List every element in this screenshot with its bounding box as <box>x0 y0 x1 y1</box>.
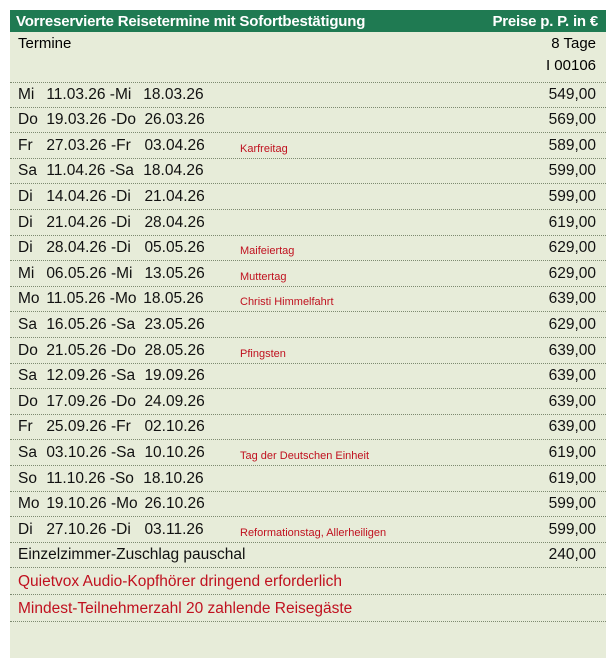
date-start: 28.04.26 - <box>46 239 117 257</box>
weekday-end: Do <box>116 111 136 129</box>
price: 639,00 <box>548 418 596 436</box>
price: 629,00 <box>548 239 596 257</box>
date-start: 11.03.26 - <box>46 85 115 103</box>
date-end: 24.09.26 <box>144 392 205 410</box>
date-range <box>18 495 205 513</box>
table-row <box>10 517 606 543</box>
holiday-note: Tag der Deutschen Einheit <box>240 449 370 462</box>
price: 549,00 <box>548 85 596 103</box>
weekday-end: Mo <box>116 495 138 513</box>
price: 599,00 <box>548 495 596 513</box>
table-row <box>10 184 606 210</box>
weekday-end: Di <box>116 213 131 231</box>
weekday-start: Fr <box>18 136 33 154</box>
price: 639,00 <box>548 290 596 308</box>
date-end: 26.10.26 <box>144 495 205 513</box>
price: 569,00 <box>548 111 596 129</box>
weekday-end: So <box>114 469 134 487</box>
price: 589,00 <box>548 136 596 154</box>
date-end: 21.04.26 <box>144 187 205 205</box>
weekday-end: Sa <box>116 443 136 461</box>
date-start: 03.10.26 - <box>46 443 117 461</box>
date-end: 05.05.26 <box>144 239 205 257</box>
weekday-end: Di <box>116 239 131 257</box>
date-start: 19.10.26 - <box>46 495 117 513</box>
date-start: 27.03.26 - <box>46 136 117 154</box>
weekday-start: Di <box>18 213 33 231</box>
date-start: 14.04.26 - <box>46 187 117 205</box>
date-end: 03.11.26 <box>144 520 204 538</box>
info-note-row <box>10 568 606 595</box>
table-row <box>10 415 606 441</box>
date-end: 13.05.26 <box>144 264 205 282</box>
table-row <box>10 312 606 338</box>
holiday-note: Karfreitag <box>240 142 288 155</box>
weekday-start: Di <box>18 187 33 205</box>
date-range <box>18 393 205 411</box>
table-row <box>10 159 606 185</box>
price: 639,00 <box>548 341 596 359</box>
date-end: 18.05.26 <box>143 290 204 308</box>
date-range <box>18 86 204 104</box>
column-header <box>10 32 606 83</box>
table-row <box>10 133 606 159</box>
date-end: 02.10.26 <box>144 418 205 436</box>
holiday-note: Reformationstag, Allerheiligen <box>240 526 387 539</box>
date-start: 25.09.26 - <box>46 418 117 436</box>
weekday-start: Mo <box>18 290 40 308</box>
holiday-note: Muttertag <box>240 270 287 283</box>
tour-code: I 00106 <box>545 57 596 74</box>
price: 619,00 <box>548 213 596 231</box>
price: 599,00 <box>548 162 596 180</box>
date-range <box>18 239 205 257</box>
holiday-note: Maifeiertag <box>240 245 295 258</box>
info-note: Mindest-Teilnehmerzahl 20 zahlende Reisegäste <box>18 599 353 617</box>
weekday-start: Fr <box>18 418 33 436</box>
table-row <box>10 466 606 492</box>
date-end: 23.05.26 <box>144 315 205 333</box>
table-row <box>10 364 606 390</box>
weekday-start: Mi <box>18 264 35 282</box>
info-note-row <box>10 595 606 622</box>
date-start: 21.04.26 - <box>46 213 117 231</box>
date-range <box>18 290 204 308</box>
date-end: 19.09.26 <box>144 367 205 385</box>
single-room-label: Einzelzimmer-Zuschlag pauschal <box>18 546 246 564</box>
weekday-end: Do <box>116 392 136 410</box>
date-end: 10.10.26 <box>144 443 205 461</box>
date-range <box>18 162 204 180</box>
date-range <box>18 265 205 283</box>
table-title: Vorreservierte Reisetermine mit Sofortbestätigung <box>16 12 366 30</box>
date-start: 27.10.26 - <box>46 520 117 538</box>
weekday-start: Sa <box>18 315 37 333</box>
weekday-start: Do <box>18 392 38 410</box>
weekday-start: Do <box>18 111 38 129</box>
date-range <box>18 111 205 129</box>
weekday-start: Sa <box>18 367 37 385</box>
table-row <box>10 236 606 262</box>
weekday-end: Mo <box>114 290 137 308</box>
price: 629,00 <box>548 315 596 333</box>
weekday-start: Sa <box>18 443 37 461</box>
date-range <box>18 316 205 334</box>
weekday-end: Do <box>116 341 136 359</box>
weekday-end: Mi <box>114 85 132 103</box>
date-end: 18.04.26 <box>143 162 204 180</box>
date-start: 11.04.26 - <box>46 162 115 180</box>
weekday-start: Mo <box>18 495 40 513</box>
holiday-note: Christi Himmelfahrt <box>240 296 334 309</box>
table-row <box>10 108 606 134</box>
weekday-start: Mi <box>18 85 35 103</box>
weekday-start: So <box>18 469 37 487</box>
single-room-price: 240,00 <box>548 546 596 564</box>
date-end: 03.04.26 <box>144 136 205 154</box>
date-range <box>18 367 205 385</box>
table-row <box>10 82 606 108</box>
price: 629,00 <box>548 264 596 282</box>
date-end: 28.04.26 <box>144 213 205 231</box>
table-row <box>10 492 606 518</box>
date-start: 11.05.26 - <box>46 290 115 308</box>
table-row <box>10 210 606 236</box>
weekday-end: Sa <box>114 162 134 180</box>
weekday-start: Sa <box>18 162 37 180</box>
price: 599,00 <box>548 520 596 538</box>
price: 639,00 <box>548 367 596 385</box>
date-start: 16.05.26 - <box>46 315 117 333</box>
info-note: Quietvox Audio-Kopfhörer dringend erforderlich <box>18 572 342 590</box>
table-row <box>10 287 606 313</box>
date-range <box>18 214 205 232</box>
price: 619,00 <box>548 469 596 487</box>
weekday-end: Fr <box>116 418 131 436</box>
weekday-start: Do <box>18 341 38 359</box>
date-range <box>18 521 204 539</box>
date-range <box>18 342 205 360</box>
weekday-start: Di <box>18 520 33 538</box>
table-row <box>10 338 606 364</box>
date-range <box>18 188 205 206</box>
date-start: 06.05.26 - <box>46 264 117 282</box>
price: 619,00 <box>548 443 596 461</box>
price-label: Preise p. P. in € <box>492 12 598 30</box>
date-end: 18.03.26 <box>143 85 204 103</box>
price: 639,00 <box>548 392 596 410</box>
termine-label: Termine <box>18 35 72 52</box>
date-start: 11.10.26 - <box>46 469 115 487</box>
weekday-end: Fr <box>116 136 131 154</box>
holiday-note: Pfingsten <box>240 347 286 360</box>
single-room-row <box>10 543 606 569</box>
date-start: 12.09.26 - <box>46 367 117 385</box>
price: 599,00 <box>548 187 596 205</box>
weekday-end: Mi <box>116 264 133 282</box>
date-range <box>18 444 205 462</box>
date-end: 26.03.26 <box>144 111 205 129</box>
weekday-start: Di <box>18 239 33 257</box>
date-range <box>18 418 205 436</box>
date-start: 17.09.26 - <box>46 392 117 410</box>
date-end: 18.10.26 <box>143 469 204 487</box>
table-header-bar <box>10 10 606 32</box>
date-end: 28.05.26 <box>144 341 205 359</box>
dates-table <box>10 32 606 658</box>
weekday-end: Di <box>116 187 131 205</box>
weekday-end: Di <box>116 520 131 538</box>
weekday-end: Sa <box>116 315 136 333</box>
weekday-end: Sa <box>116 367 136 385</box>
date-range <box>18 470 204 488</box>
table-row <box>10 440 606 466</box>
duration-label: 8 Tage <box>551 35 596 52</box>
date-start: 21.05.26 - <box>46 341 117 359</box>
date-range <box>18 137 205 155</box>
table-row <box>10 389 606 415</box>
table-row <box>10 261 606 287</box>
date-start: 19.03.26 - <box>46 111 117 129</box>
